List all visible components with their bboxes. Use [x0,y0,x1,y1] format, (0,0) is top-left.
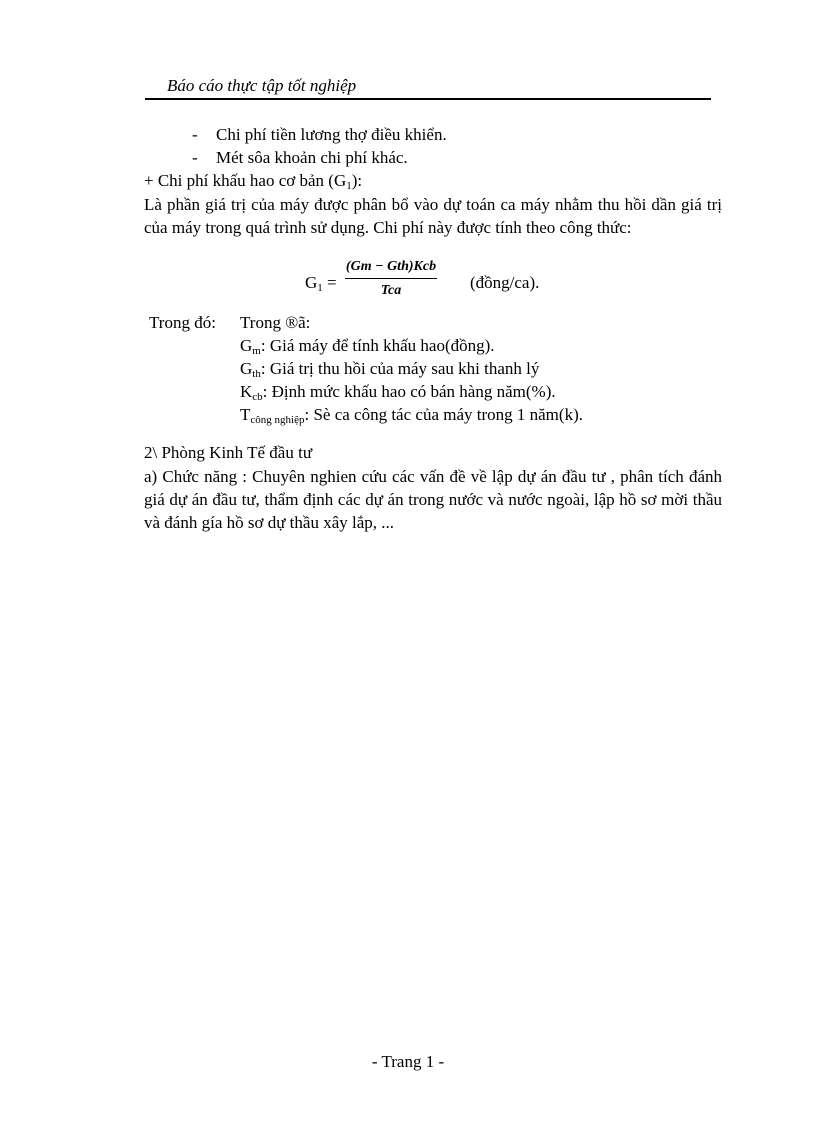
section-paragraph: a) Chức năng : Chuyên nghien cứu các vấn đề về lập dự án đầu tư , phân tích đánh giá dự án đầu tư, thẩm định các dự án trong nước và nước ngoài, lập hồ sơ mời thầu và đánh gía hồ sơ dự thầu xây lắp, ... [144,467,722,532]
page-header [145,76,711,100]
header-title: Báo cáo thực tập tốt nghiệp [167,76,357,95]
variable-definition: $T_{công nghiệp}$: Sè ca công tác của máy trong 1 năm(k). [240,405,583,426]
formula-denominator: Tca [380,283,402,298]
section-heading: 2\ Phòng Kinh Tế đầu tư [144,443,313,462]
bullet-item: Chi phí tiền lương thợ điều khiển. [216,125,447,144]
variable-definition: $G_m$: Giá máy để tính khấu hao(đồng). [240,336,495,357]
bullet-dash: - [192,148,198,167]
variable-definition: $K_{cb}$: Định mức khấu hao có bán hàng năm(%). [240,382,556,403]
formula-lhs: $G_1$ = [305,273,337,294]
bullet-item: Mét sôa khoản chi phí khác. [216,148,408,167]
where-label-alt: Trong ®ã: [240,313,311,332]
depreciation-heading: + Chi phí khấu hao cơ bản $(G_1)$: [144,171,363,192]
formula-unit: (đồng/ca). [470,273,540,292]
variable-definition: $G_{th}$: Giá trị thu hồi của máy sau khi thanh lý [240,359,540,380]
depreciation-paragraph: Là phần giá trị của máy được phân bổ vào dự toán ca máy nhằm thu hồi dần giá trị của máy trong quá trình sử dụng. Chi phí này được tính theo công thức: [144,195,722,237]
fraction-bar [345,278,437,279]
formula-fraction [345,258,437,300]
page-number: - Trang 1 - [371,1052,445,1071]
where-label: Trong đó: [149,313,216,332]
bullet-dash: - [192,125,198,144]
formula-numerator: (Gm − Gth)Kcb [345,259,437,274]
